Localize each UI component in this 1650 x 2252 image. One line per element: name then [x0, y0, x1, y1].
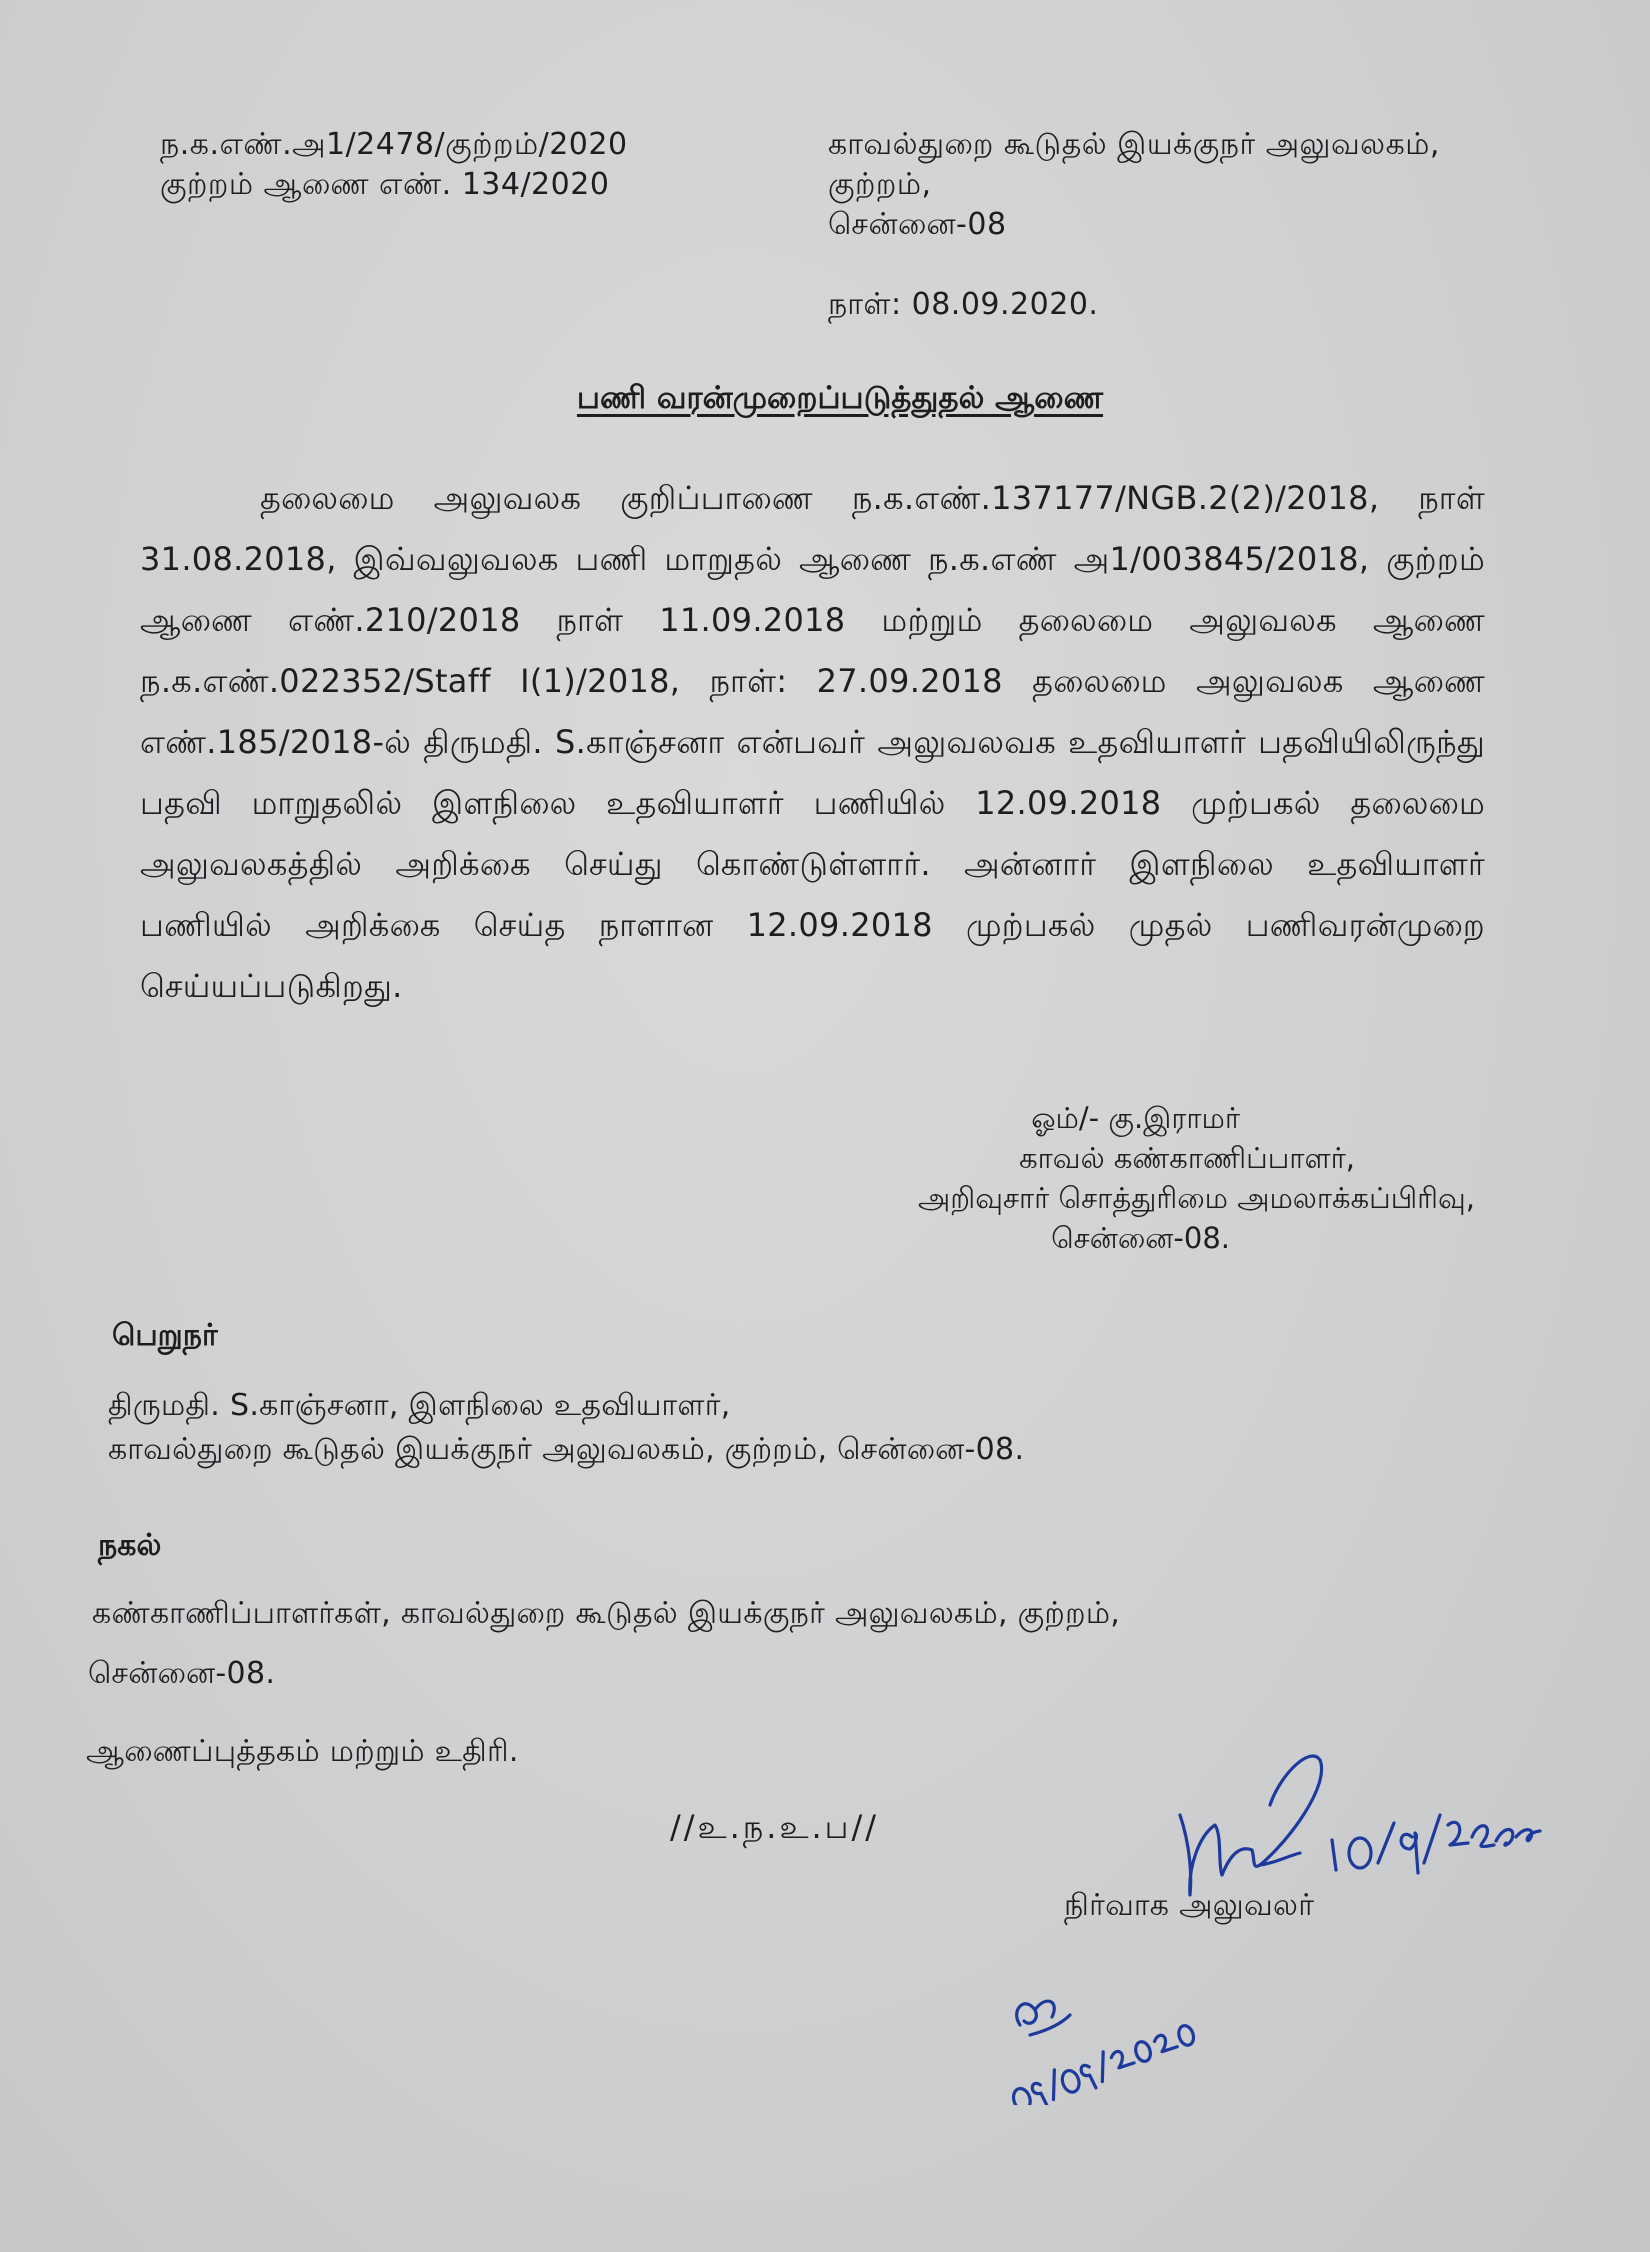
- copy-heading: நகல்: [98, 1528, 162, 1563]
- signatory-name: ஓம்/- கு.இராமர்: [1031, 1101, 1240, 1135]
- order-body: [140, 468, 1485, 1017]
- signatory-city: சென்னை-08.: [1051, 1221, 1230, 1255]
- signatory-designation: காவல் கண்காணிப்பாளர்,: [1019, 1141, 1355, 1175]
- office-city: சென்னை-08: [828, 207, 1007, 242]
- order-number: குற்றம் ஆணை எண். 134/2020: [160, 167, 610, 202]
- handwritten-initial-date: [990, 1955, 1220, 2105]
- admin-officer-title: நிர்வாக அலுவலர்: [1064, 1888, 1315, 1923]
- copy-order-book: ஆணைப்புத்தகம் மற்றும் உதிரி.: [86, 1734, 519, 1769]
- recipient-name: திருமதி. S.காஞ்சனா, இளநிலை உதவியாளர்,: [108, 1388, 731, 1423]
- handwritten-signature: [1160, 1745, 1580, 1925]
- true-copy-attestation: //உ.ந.உ.ப//: [670, 1808, 880, 1846]
- order-body-text: தலைமை அலுவலக குறிப்பாணை ந.க.எண்.137177/NGB.2(2)/2018, நாள் 31.08.2018, இவ்வலுவலக பணி மாறுதல் ஆணை ந.க.எண் அ1/003845/2018, குற்றம் ஆணை எண்.210/2018 நாள் 11.09.2018 மற்றும் தலைமை அலுவலக ஆணை ந.க.எண்.022352/Staff I(1)/2018, நாள்: 27.09.2018 தலைமை அலுவலக ஆணை எண்.185/2018-ல் திருமதி. S.காஞ்சனா என்பவர் அலுவலவக உதவியாளர் பதவியிலிருந்து பதவி மாறுதலில் இளநிலை உதவியாளர் பணியில் 12.09.2018 முற்பகல் தலைமை அலுவலகத்தில் அறிக்கை செய்து கொண்டுள்ளார். அன்னார் இளநிலை உதவியாளர் பணியில் அறிக்கை செய்த நாளான 12.09.2018 முற்பகல் முதல் பணிவரன்முறை செய்யப்படுகிறது.: [140, 479, 1485, 1005]
- office-division: குற்றம்,: [828, 167, 932, 202]
- recipient-address: காவல்துறை கூடுதல் இயக்குநர் அலுவலகம், குற்றம், சென்னை-08.: [108, 1432, 1025, 1467]
- copy-recipient-city: சென்னை-08.: [88, 1656, 276, 1691]
- reference-number: ந.க.எண்.அ1/2478/குற்றம்/2020: [160, 127, 628, 162]
- signatory-department: அறிவுசார் சொத்துரிமை அமலாக்கப்பிரிவு,: [918, 1181, 1475, 1215]
- order-date: நாள்: 08.09.2020.: [828, 287, 1099, 322]
- office-name: காவல்துறை கூடுதல் இயக்குநர் அலுவலகம்,: [828, 127, 1440, 162]
- recipient-heading: பெறுநர்: [112, 1318, 218, 1353]
- order-title: பணி வரன்முறைப்படுத்துதல் ஆணை: [576, 380, 1104, 416]
- copy-recipient: கண்காணிப்பாளர்கள், காவல்துறை கூடுதல் இயக்குநர் அலுவலகம், குற்றம்,: [92, 1596, 1121, 1631]
